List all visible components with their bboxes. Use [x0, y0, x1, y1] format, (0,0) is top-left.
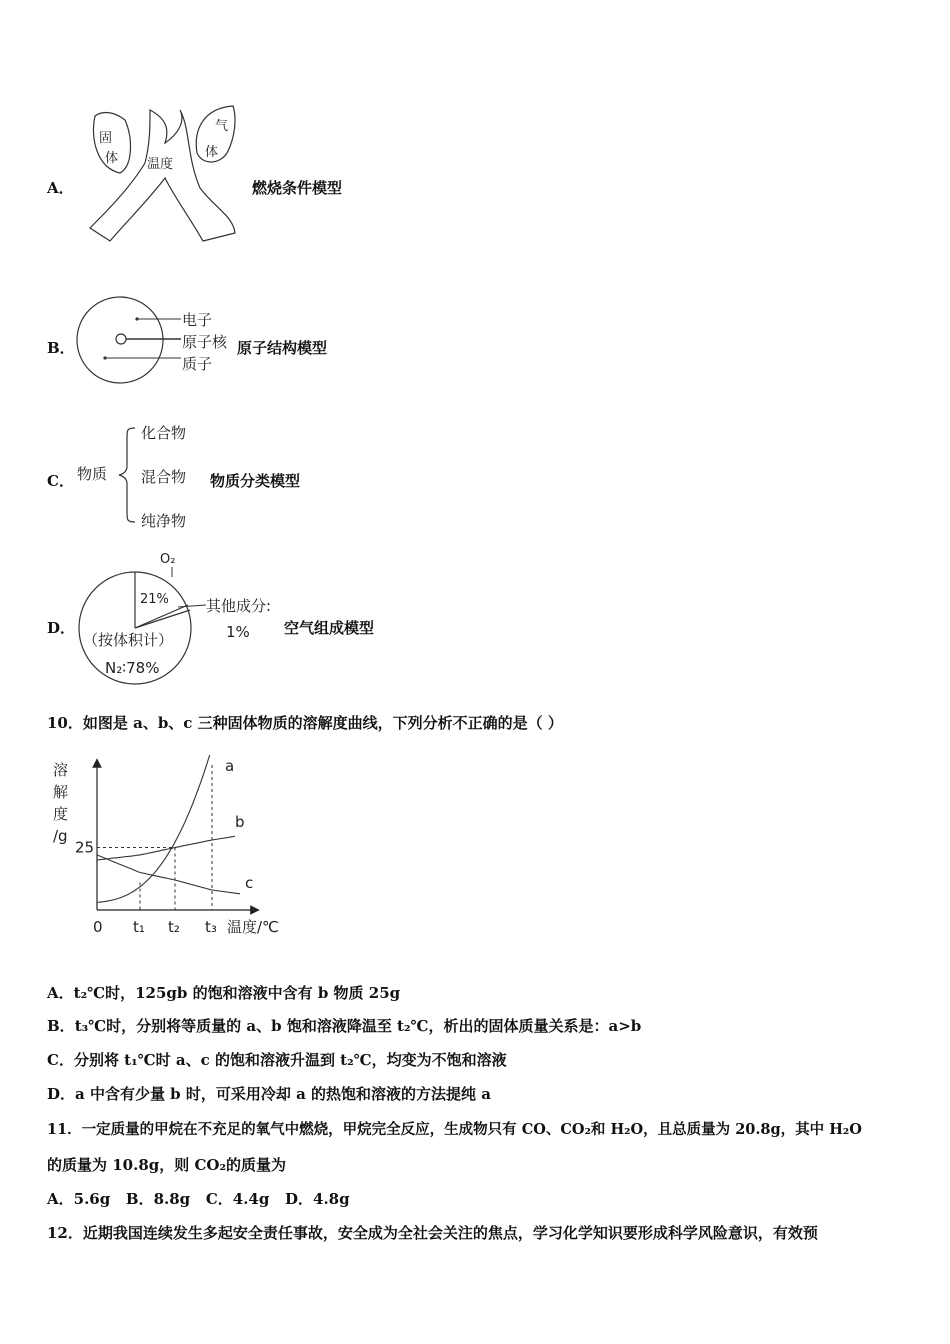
matter-classification-figure [75, 418, 205, 533]
q10-option-b-text: t₃℃时，分别将等质量的 a、b 饱和溶液降温至 t₂℃，析出的固体质量关系是：a>b [74, 1017, 642, 1035]
option-d-letter: D． [47, 619, 76, 637]
q10-option-d-text: a 中含有少量 b 时，可采用冷却 a 的热饱和溶液的方法提纯 a [75, 1085, 491, 1103]
fig-a-solid-2: 体 [105, 151, 119, 166]
q12-stem: 12．近期我国连续发生多起安全责任事故，安全成为全社会关注的焦点，学习化学知识要形成科学风险意识，有效预 [47, 1224, 818, 1242]
fig-a-gas-2: 体 [205, 145, 219, 160]
q11-stem-line-2: 的质量为 10.8g，则 CO₂的质量为 [47, 1156, 287, 1174]
y-label-char-4: /g [53, 827, 68, 845]
x-tick-2: t₂ [168, 918, 180, 936]
q10-option-c-letter: C． [47, 1051, 74, 1069]
curve-label-c: c [245, 874, 254, 892]
fig-c-root: 物质 [77, 465, 108, 483]
q10-option-a-letter: A． [47, 984, 74, 1002]
fig-c-pure: 纯净物 [141, 512, 187, 530]
q10-option-a [47, 982, 400, 1003]
x-axis-label: 温度/℃ [227, 918, 279, 936]
y-label-char-3: 度 [53, 805, 69, 823]
fig-a-temperature: 温度 [147, 157, 174, 172]
x-tick-0: 0 [93, 918, 103, 936]
q10-option-b [47, 1015, 641, 1036]
q10-option-b-letter: B． [47, 1017, 75, 1035]
option-d-caption: 空气组成模型 [284, 619, 375, 637]
fig-b-electron: 电子 [182, 311, 213, 329]
atom-structure-figure [75, 295, 240, 385]
fig-b-nucleus: 原子核 [182, 333, 228, 351]
q10-option-a-text: t₂℃时，125gb 的饱和溶液中含有 b 物质 25g [73, 984, 401, 1002]
q10-option-d-letter: D． [47, 1085, 76, 1103]
q10-option-c [47, 1049, 507, 1070]
solubility-chart [45, 755, 295, 945]
fig-d-o2: O₂ [160, 552, 176, 567]
fire-condition-figure [85, 98, 245, 248]
air-composition-figure [78, 545, 288, 690]
fig-b-proton: 质子 [182, 355, 213, 373]
x-tick-3: t₃ [205, 918, 217, 936]
fig-c-compound: 化合物 [141, 424, 187, 442]
q11-options: A．5.6g B．8.8g C．4.4g D．4.8g [47, 1190, 350, 1208]
curve-label-a: a [225, 757, 235, 775]
fig-a-gas-1: 气 [215, 119, 229, 134]
option-a-caption: 燃烧条件模型 [252, 179, 343, 197]
option-c-letter: C． [47, 472, 74, 490]
y-label-char-1: 溶 [53, 761, 69, 779]
fig-d-basis: （按体积计） [83, 631, 174, 649]
curve-a [97, 755, 217, 903]
fig-c-mixture: 混合物 [141, 468, 187, 486]
fig-d-others: 其他成分: [206, 597, 272, 615]
option-a-letter: A． [47, 179, 74, 197]
x-tick-1: t₁ [133, 918, 145, 936]
q11-stem-line-1: 11．一定质量的甲烷在不充足的氧气中燃烧，甲烷完全反应，生成物只有 CO、CO₂和 H₂O，且总质量为 20.8g，其中 H₂O [47, 1121, 862, 1138]
fig-d-others-percent: 1% [226, 623, 250, 641]
q10-stem: 10．如图是 a、b、c 三种固体物质的溶解度曲线，下列分析不正确的是（ ） [47, 714, 563, 732]
fig-d-n2: N₂∶78% [105, 659, 160, 677]
curve-label-b: b [235, 813, 245, 831]
curve-c [97, 855, 240, 894]
fig-d-o2-percent: 21% [140, 592, 169, 607]
q10-option-d [47, 1083, 491, 1104]
option-b-caption: 原子结构模型 [237, 339, 328, 357]
y-label-char-2: 解 [53, 783, 69, 801]
option-c-caption: 物质分类模型 [210, 472, 301, 490]
option-b-letter: B． [47, 339, 75, 357]
fig-a-solid-1: 固 [99, 131, 113, 146]
y-tick-25: 25 [75, 838, 95, 857]
q10-option-c-text: 分别将 t₁℃时 a、c 的饱和溶液升温到 t₂℃，均变为不饱和溶液 [73, 1051, 507, 1069]
